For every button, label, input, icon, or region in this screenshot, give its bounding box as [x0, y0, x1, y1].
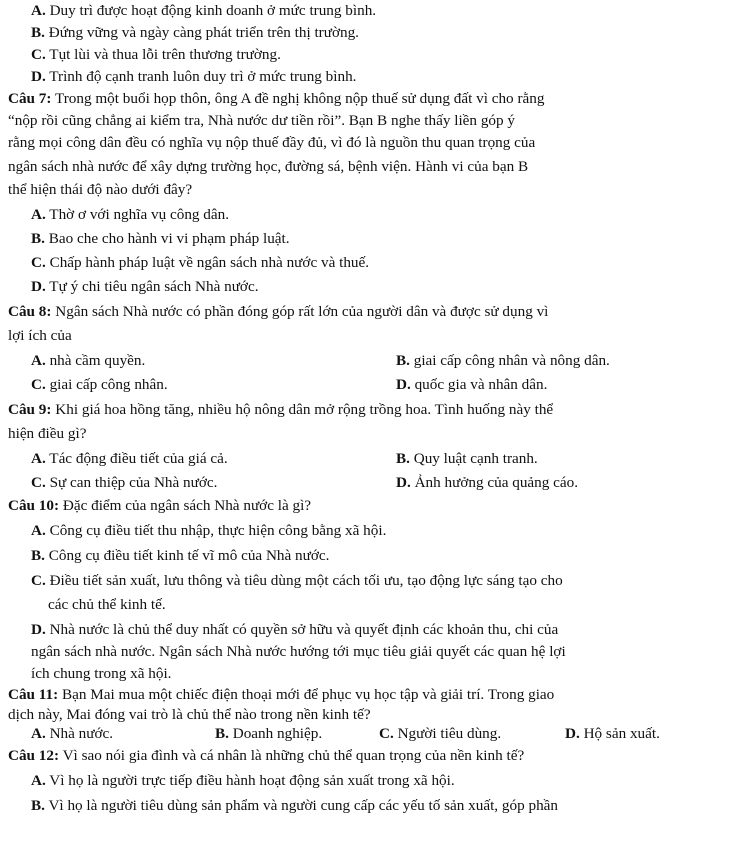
question-line: Câu 12: Vì sao nói gia đình và cá nhân là những chủ thể quan trọng của nền kinh tế?	[8, 747, 525, 764]
question-line: Câu 10: Đặc điểm của ngân sách Nhà nước là gì?	[8, 497, 312, 514]
question-line: thể hiện thái độ nào dưới đây?	[8, 181, 193, 198]
question-line: hiện điều gì?	[8, 425, 87, 442]
answer-line: D. Trình độ cạnh tranh luôn duy trì ở mức trung bình.	[31, 68, 357, 85]
answer-line: A. Nhà nước.	[31, 725, 114, 742]
answer-line: ngân sách nhà nước. Ngân sách Nhà nước hướng tới mục tiêu giải quyết các quan hệ lợi	[31, 643, 566, 660]
answer-line: A. Vì họ là người trực tiếp điều hành hoạt động sản xuất trong xã hội.	[31, 772, 455, 789]
answer-line: ích chung trong xã hội.	[31, 665, 172, 682]
answer-line: A. Công cụ điều tiết thu nhập, thực hiện công bằng xã hội.	[31, 522, 387, 539]
answer-line: C. Điều tiết sản xuất, lưu thông và tiêu dùng một cách tối ưu, tạo động lực sáng tạo cho	[31, 572, 563, 589]
answer-line: C. Tụt lùi và thua lỗi trên thương trường.	[31, 46, 281, 63]
answer-line: D. Nhà nước là chủ thể duy nhất có quyền sở hữu và quyết định các khoản thu, chi của	[31, 621, 559, 638]
answer-line: các chủ thể kinh tế.	[48, 596, 166, 613]
answer-line: B. Bao che cho hành vi vi phạm pháp luật.	[31, 230, 290, 247]
answer-line: C. Sự can thiệp của Nhà nước.	[31, 474, 218, 491]
question-line: “nộp rồi cũng chẳng ai kiểm tra, Nhà nước dư tiền rồi”. Bạn B nghe thấy liền góp ý	[8, 112, 515, 129]
answer-line: B. Doanh nghiệp.	[215, 725, 323, 742]
answer-line: C. Chấp hành pháp luật về ngân sách nhà nước và thuế.	[31, 254, 370, 271]
answer-line: C. giai cấp công nhân.	[31, 376, 168, 393]
answer-line: B. Vì họ là người tiêu dùng sản phẩm và người cung cấp các yếu tố sản xuất, góp phần	[31, 797, 559, 814]
question-line: lợi ích của	[8, 327, 72, 344]
answer-line: D. Hộ sản xuất.	[565, 725, 660, 742]
answer-line: C. Người tiêu dùng.	[379, 725, 502, 742]
question-line: Câu 8: Ngân sách Nhà nước có phần đóng góp rất lớn của người dân và được sử dụng vì	[8, 303, 549, 320]
answer-line: D. quốc gia và nhân dân.	[396, 376, 548, 393]
question-line: ngân sách nhà nước để xây dựng trường học, đường sá, bệnh viện. Hành vi của bạn B	[8, 158, 529, 175]
answer-line: D. Tự ý chi tiêu ngân sách Nhà nước.	[31, 278, 259, 295]
question-line: Câu 11: Bạn Mai mua một chiếc điện thoại mới để phục vụ học tập và giải trí. Trong giao	[8, 686, 555, 703]
answer-line: A. Thờ ơ với nghĩa vụ công dân.	[31, 206, 230, 223]
answer-line: A. Tác động điều tiết của giá cả.	[31, 450, 228, 467]
question-line: Câu 7: Trong một buổi họp thôn, ông A đề nghị không nộp thuế sử dụng đất vì cho rằng	[8, 90, 545, 107]
answer-line: A. nhà cầm quyền.	[31, 352, 146, 369]
question-line: dịch này, Mai đóng vai trò là chủ thể nào trong nền kinh tế?	[8, 706, 371, 723]
answer-line: B. Quy luật cạnh tranh.	[396, 450, 538, 467]
question-line: Câu 9: Khi giá hoa hồng tăng, nhiều hộ nông dân mở rộng trồng hoa. Tình huống này thể	[8, 401, 554, 418]
answer-line: D. Ảnh hưởng của quảng cáo.	[396, 474, 579, 491]
answer-line: B. Đứng vững và ngày càng phát triển trên thị trường.	[31, 24, 359, 41]
answer-line: A. Duy trì được hoạt động kinh doanh ở mức trung bình.	[31, 2, 377, 19]
answer-line: B. giai cấp công nhân và nông dân.	[396, 352, 610, 369]
answer-line: B. Công cụ điều tiết kinh tế vĩ mô của Nhà nước.	[31, 547, 330, 564]
question-line: rằng mọi công dân đều có nghĩa vụ nộp thuế đầy đủ, vì đó là nguồn thu quan trọng của	[8, 134, 536, 151]
